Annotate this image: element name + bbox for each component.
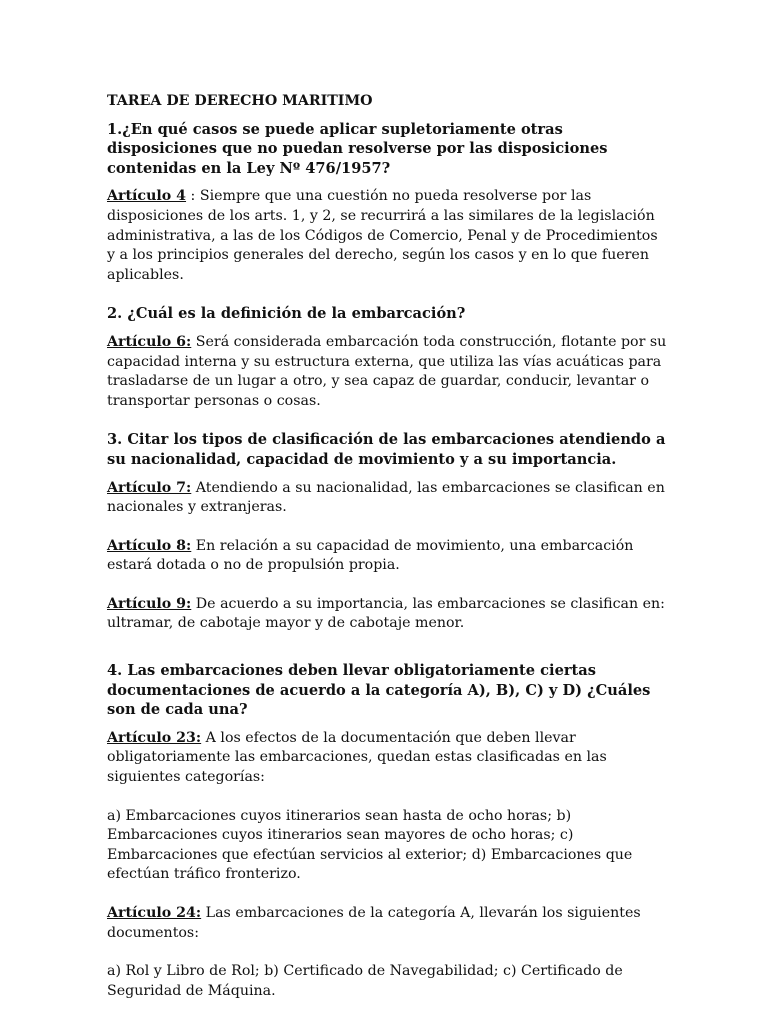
article-23-label: Artículo 23: bbox=[107, 729, 202, 746]
question-2: 2. ¿Cuál es la definición de la embarcación? bbox=[107, 305, 466, 323]
answer-4-art23 bbox=[107, 729, 667, 788]
question-1: 1.¿En qué casos se puede aplicar supletoriamente otras disposiciones que no puedan resolverse por las disposiciones contenidas en la Ley Nº 476/1957? bbox=[107, 120, 608, 177]
document-title: TAREA DE DERECHO MARITIMO bbox=[107, 93, 373, 109]
article-8-label: Artículo 8: bbox=[107, 537, 192, 554]
article-23-text: A los efectos de la documentación que deben llevar obligatoriamente las embarcaciones, quedan estas clasificadas en las siguientes categorías: bbox=[107, 729, 607, 786]
document-page bbox=[107, 92, 667, 1020]
article-4-label: Artículo 4 bbox=[107, 188, 187, 205]
answer-3-art9 bbox=[107, 595, 667, 634]
article-4-text: : Siempre que una cuestión no pueda resolverse por las disposiciones de los arts. 1, y 2, se recurrirá a las similares de la legislación administrativa, a las de los Códigos de Comercio, Penal y de Procedimientos y a los principios generales del derecho, según los casos y en lo que fueren aplicables. bbox=[107, 188, 658, 283]
article-7-text: Atendiendo a su nacionalidad, las embarcaciones se clasifican en nacionales y extranjeras. bbox=[107, 479, 665, 516]
article-9-text: De acuerdo a su importancia, las embarcaciones se clasifican en: ultramar, de cabotaje mayor y de cabotaje menor. bbox=[107, 595, 665, 632]
article-8-text: En relación a su capacidad de movimiento, una embarcación estará dotada o no de propulsión propia. bbox=[107, 537, 634, 574]
answer-4-documents: a) Rol y Libro de Rol; b) Certificado de Navegabilidad; c) Certificado de Seguridad de Máquina. bbox=[107, 963, 623, 999]
answer-4-art24 bbox=[107, 904, 667, 943]
answer-3-art8 bbox=[107, 537, 667, 576]
answer-4-categories: a) Embarcaciones cuyos itinerarios sean hasta de ocho horas; b) Embarcaciones cuyos itinerarios sean mayores de ocho horas; c) Embarcaciones que efectúan servicios al exterior; d) Embarcaciones que efectúan tráfico fronterizo. bbox=[107, 807, 633, 883]
question-3: 3. Citar los tipos de clasificación de las embarcaciones atendiendo a su nacionalidad, capacidad de movimiento y a su importancia. bbox=[107, 431, 666, 468]
article-6-text: Será considerada embarcación toda construcción, flotante por su capacidad interna y su estructura externa, que utiliza las vías acuáticas para trasladarse de un lugar a otro, y sea capaz de guardar, conducir, levantar o transportar personas o cosas. bbox=[107, 333, 667, 409]
article-24-label: Artículo 24: bbox=[107, 905, 202, 921]
answer-2 bbox=[107, 333, 667, 411]
question-4: 4. Las embarcaciones deben llevar obligatoriamente ciertas documentaciones de acuerdo a la categoría A), B), C) y D) ¿Cuáles son de cada una? bbox=[107, 662, 651, 719]
answer-1 bbox=[107, 187, 667, 285]
answer-3-art7 bbox=[107, 479, 667, 518]
article-24-text: Las embarcaciones de la categoría A, llevarán los siguientes documentos: bbox=[107, 905, 641, 941]
article-6-label: Artículo 6: bbox=[107, 333, 192, 350]
article-9-label: Artículo 9: bbox=[107, 595, 192, 612]
article-7-label: Artículo 7: bbox=[107, 479, 192, 496]
